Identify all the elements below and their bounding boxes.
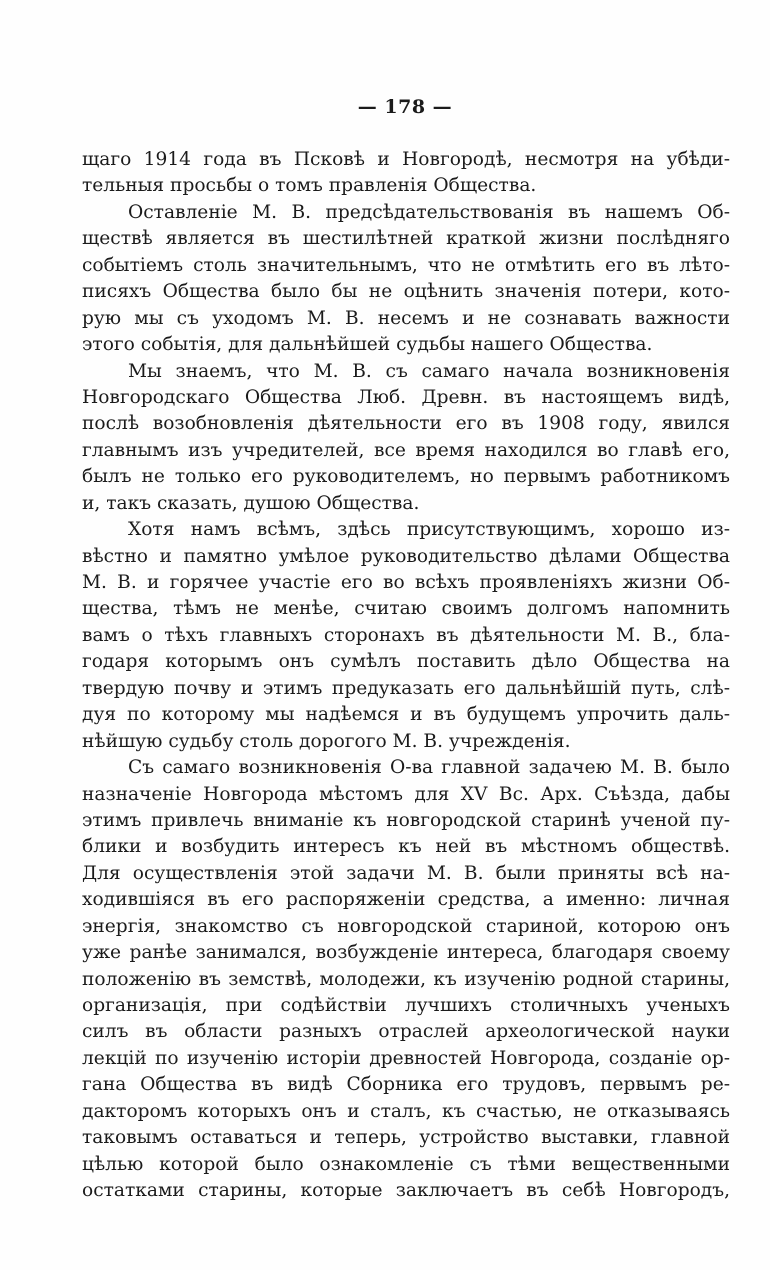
text-line: твердую почву и этимъ предуказать его дальнѣйшій путь, слѣ-	[82, 677, 730, 699]
paragraph-4	[82, 517, 730, 755]
text-line: Хотя намъ всѣмъ, здѣсь присутствующимъ, хорошо из-	[128, 519, 730, 541]
text-line: щаго 1914 года въ Псковѣ и Новгородѣ, несмотря на убѣди-	[82, 149, 730, 170]
text-line: ходившіяся въ его распоряженіи средства, а именно: личная	[82, 889, 730, 911]
text-line: блики и возбудить интересъ къ ней въ мѣстномъ обществѣ.	[82, 836, 730, 858]
text-line: силъ въ области разныхъ отраслей археологической науки	[82, 1021, 730, 1043]
text-line: вѣстно и памятно умѣлое руководительство дѣлами Общества	[82, 545, 730, 567]
text-line: М. В. и горячее участіе его во всѣхъ проявленіяхъ жизни Об-	[82, 572, 730, 593]
text-line: цѣлью которой было ознакомленіе съ тѣми вещественными	[82, 1153, 730, 1175]
text-line: уже ранѣе занимался, возбужденіе интереса, благодаря своему	[82, 942, 730, 964]
text-line: тельныя просьбы о томъ правленія Общества.	[82, 175, 537, 197]
text-body	[82, 147, 730, 1205]
text-line: писяхъ Общества было бы не оцѣнить значенія потери, кото-	[82, 281, 730, 303]
text-line: лекцій по изученію исторіи древностей Новгорода, созданіе ор-	[82, 1047, 730, 1069]
text-line: вамъ о тѣхъ главныхъ сторонахъ въ дѣятельности М. В., бла-	[82, 624, 730, 646]
text-line: годаря которымъ онъ сумѣлъ поставить дѣло Общества на	[82, 651, 730, 673]
paragraph-2	[82, 200, 730, 359]
paragraph-3	[82, 359, 730, 518]
text-line: Съ самаго возникновенія О-ва главной задачею М. В. было	[128, 757, 730, 779]
text-line: событіемъ столь значительнымъ, что не отмѣтить его въ лѣто-	[82, 254, 730, 276]
text-line: этимъ привлечь вниманіе къ новгородской старинѣ ученой пу-	[82, 809, 730, 831]
text-line: нѣйшую судьбу столь дорогого М. В. учрежденія.	[82, 730, 571, 752]
text-line: и, такъ сказать, душою Общества.	[82, 492, 420, 514]
text-line: Для осуществленія этой задачи М. В. были приняты всѣ на-	[82, 862, 730, 884]
text-line: Оставленіе М. В. предсѣдательствованія въ нашемъ Об-	[128, 201, 730, 223]
text-line: Новгородскаго Общества Люб. Древн. въ настоящемъ видѣ,	[82, 386, 730, 408]
text-line: энергія, знакомство съ новгородской стариной, которою онъ	[82, 915, 730, 937]
text-line: дакторомъ которыхъ онъ и сталъ, къ счастью, не отказываясь	[82, 1100, 730, 1122]
text-line: дуя по которому мы надѣемся и въ будущемъ упрочить даль-	[82, 704, 730, 726]
text-line: этого событія, для дальнѣйшей судьбы нашего Общества.	[82, 334, 653, 356]
text-line: былъ не только его руководителемъ, но первымъ работникомъ	[82, 466, 730, 488]
text-line: ществѣ является въ шестилѣтней краткой жизни послѣдняго	[82, 228, 730, 250]
text-line: рую мы съ уходомъ М. В. несемъ и не сознавать важности	[82, 307, 730, 329]
text-line: гана Общества въ видѣ Сборника его трудовъ, первымъ ре-	[82, 1074, 730, 1096]
text-line: назначеніе Новгорода мѣстомъ для XV Вс. Арх. Съѣзда, дабы	[82, 783, 730, 805]
text-line: положенію въ земствѣ, молодежи, къ изученію родной старины,	[82, 968, 730, 990]
text-line: щества, тѣмъ не менѣе, считаю своимъ долгомъ напомнить	[82, 598, 730, 620]
text-line: остатками старины, которые заключаетъ въ себѣ Новгородъ,	[82, 1180, 730, 1202]
text-line: Мы знаемъ, что М. В. съ самаго начала возникновенія	[128, 360, 730, 382]
paragraph-1	[82, 147, 730, 200]
text-line: послѣ возобновленія дѣятельности его въ 1908 году, явился	[82, 413, 730, 435]
text-line: таковымъ оставаться и теперь, устройство выставки, главной	[82, 1127, 730, 1149]
paragraph-5	[82, 755, 730, 1204]
text-line: главнымъ изъ учредителей, все время находился во главѣ его,	[82, 439, 730, 461]
text-line: организація, при содѣйствіи лучшихъ столичныхъ ученыхъ	[82, 995, 730, 1016]
page-number: — 178 —	[357, 96, 453, 118]
